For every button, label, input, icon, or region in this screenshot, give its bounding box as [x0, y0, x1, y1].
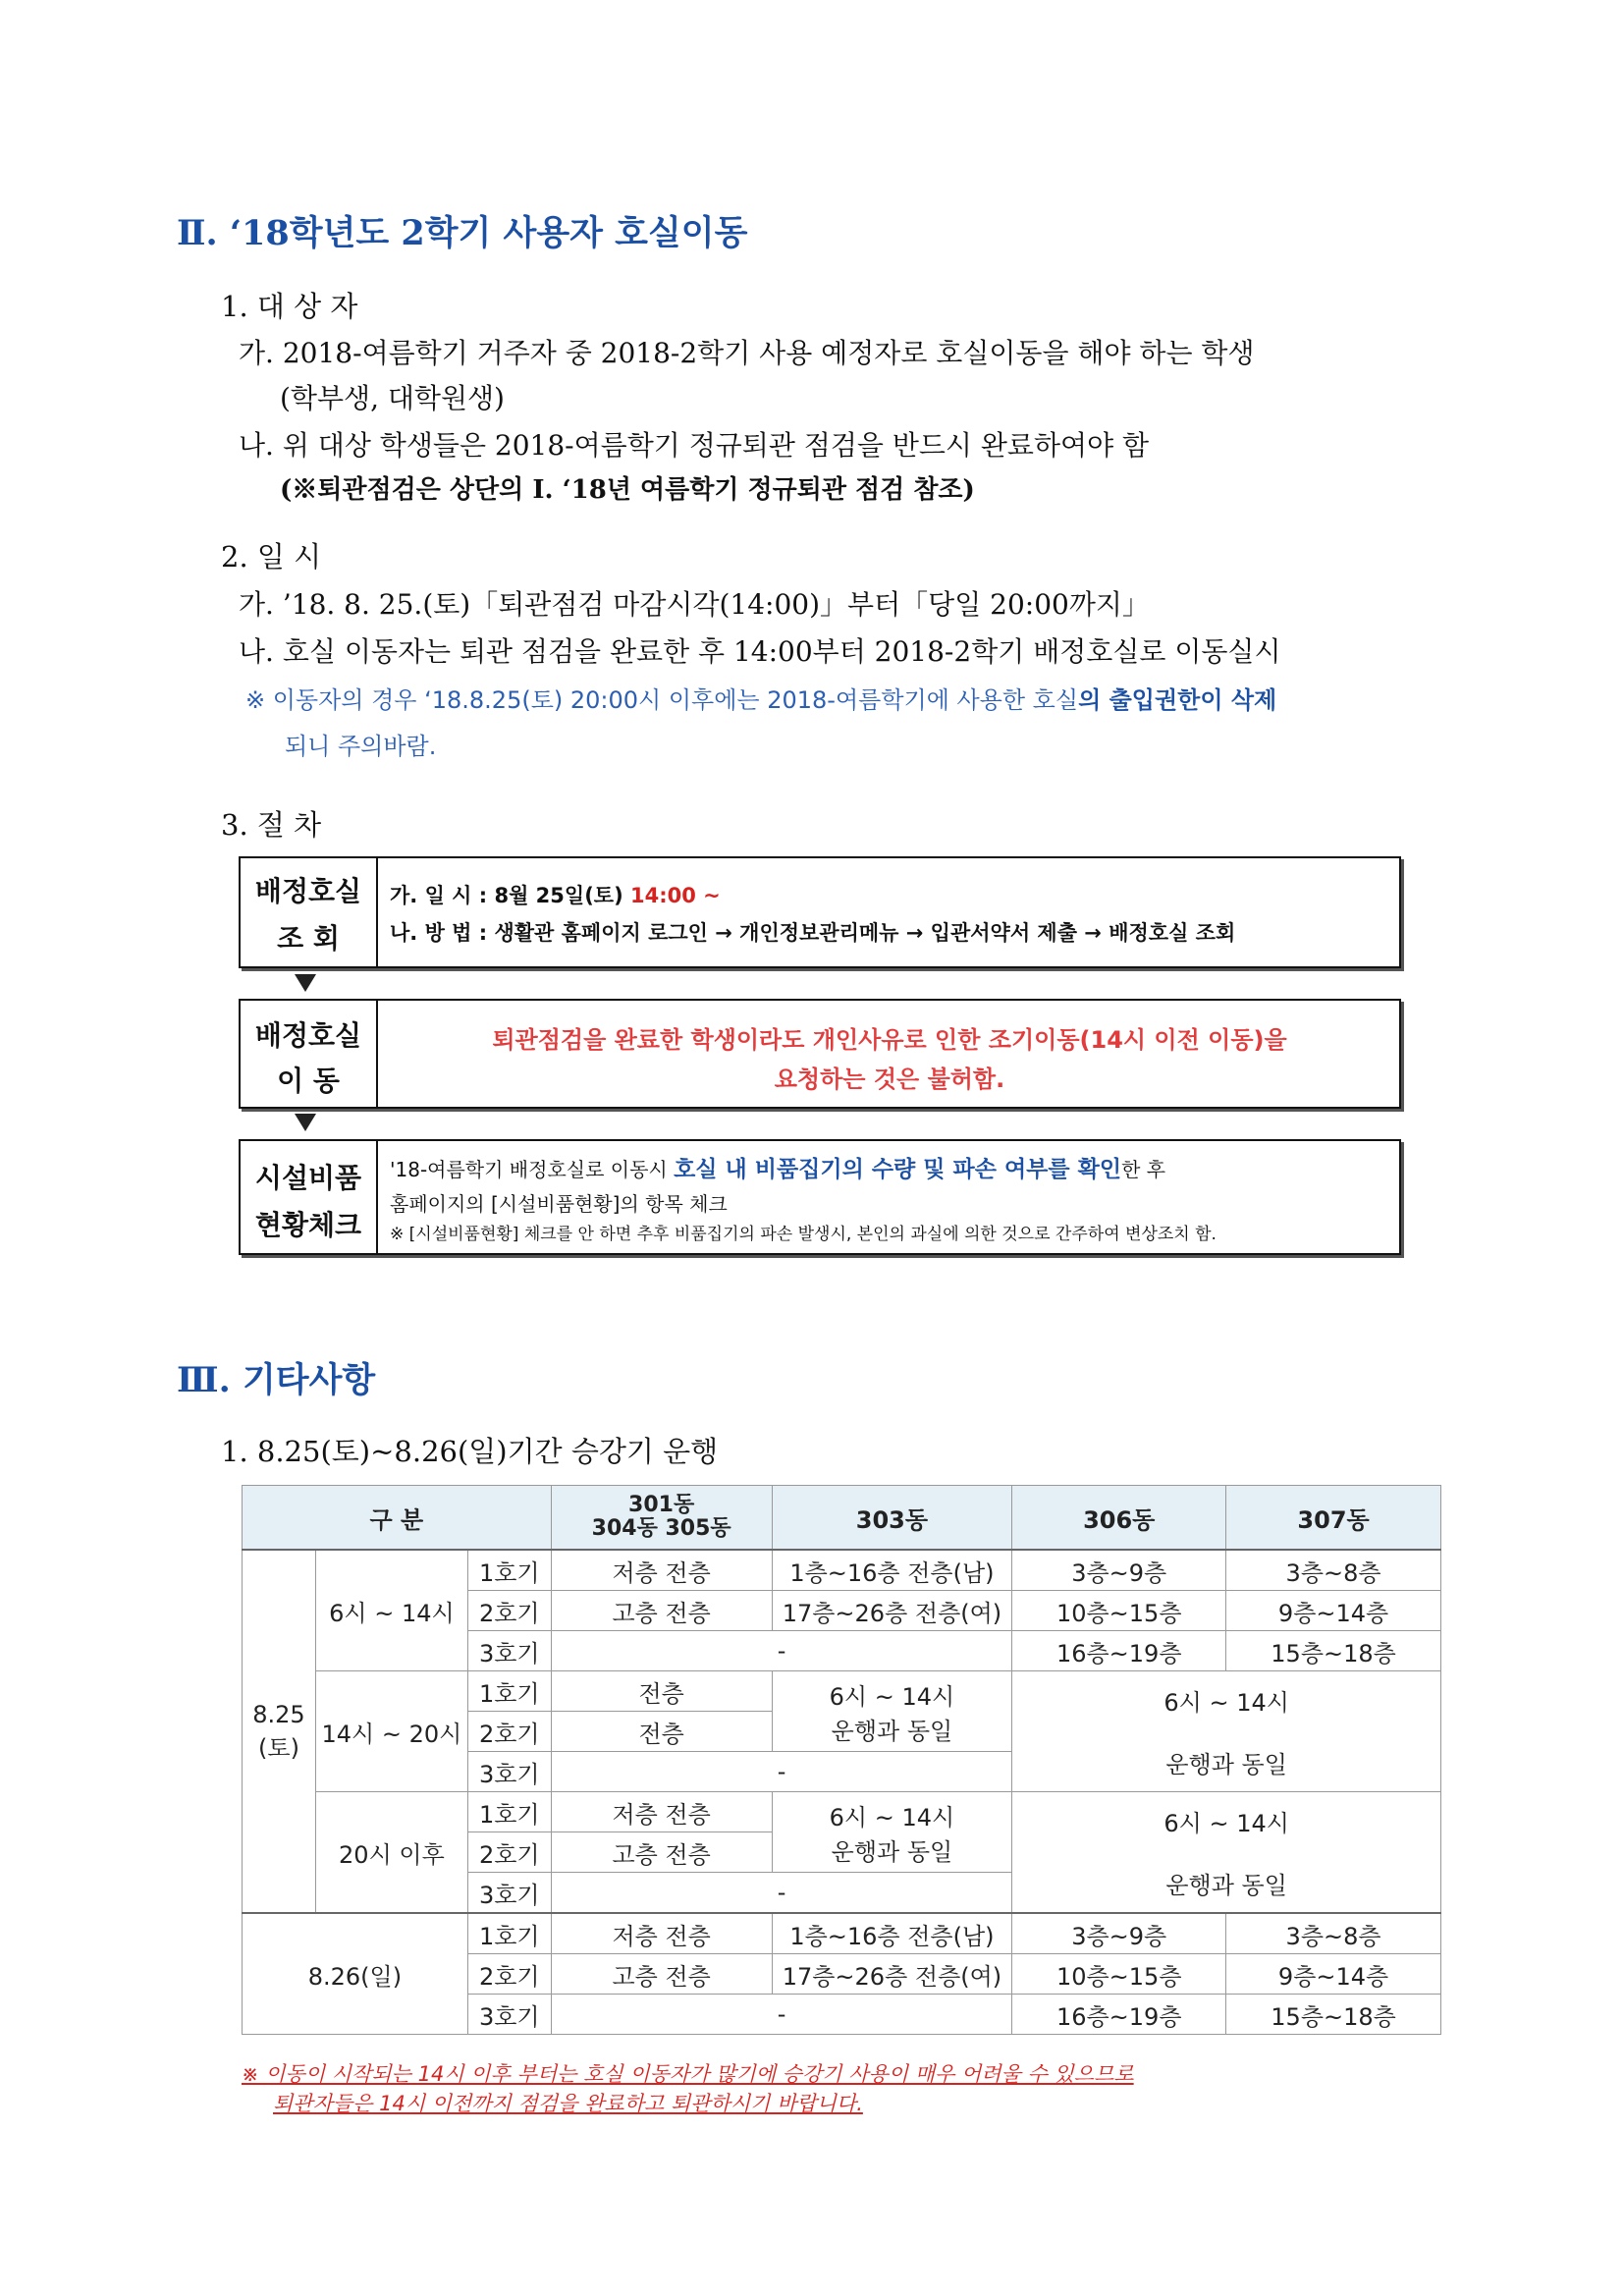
same-b: 운행과 동일: [831, 1837, 953, 1866]
check-line-1c: 한 후: [1121, 1158, 1166, 1181]
lookup-line-1: [390, 880, 721, 909]
section-3-title: Ⅲ. 기타사항: [177, 1360, 376, 1400]
cell-303: 1층~16층 전층(남): [772, 1913, 1012, 1954]
cell-301: 고층 전층: [551, 1832, 772, 1873]
schedule-note-a: ※ 이동자의 경우 ‘18.8.25(토) 20:00시 이후에는 2018-여름학기에 사용한 호실: [245, 686, 1079, 714]
same-b: 운행과 동일: [831, 1717, 953, 1745]
elevator-note-1: ※ 이동이 시작되는 14시 이후 부터는 호실 이동자가 많기에 승강기 사용이 매우 어려울 수 있으므로: [242, 2062, 1134, 2086]
elevator-2: 2호기: [467, 1712, 551, 1752]
target-line-ga: 가. 2018-여름학기 거주자 중 2018-2학기 사용 예정자로 호실이동을 해야 하는 학생: [239, 337, 1255, 369]
elevator-1: 1호기: [467, 1550, 551, 1591]
header-303: 303동: [772, 1486, 1012, 1551]
schedule-line-na: 나. 호실 이동자는 퇴관 점검을 완료한 후 14:00부터 2018-2학기 배정호실로 이동실시: [239, 635, 1281, 668]
target-line-ga-cont: (학부생, 대학원생): [280, 382, 505, 414]
elevator-3: 3호기: [467, 1631, 551, 1671]
cell-307: 15층~18층: [1226, 1631, 1441, 1671]
cell-307: 9층~14층: [1226, 1954, 1441, 1995]
schedule-note-c: 되니 주의바람.: [285, 733, 437, 760]
check-label-2: 현황체크: [254, 1209, 362, 1241]
target-line-na: 나. 위 대상 학생들은 2018-여름학기 정규퇴관 점검을 반드시 완료하여야 함: [239, 429, 1150, 462]
same-a: 6시 ~ 14시: [1163, 1810, 1289, 1837]
elevator-2: 2호기: [467, 1954, 551, 1995]
header-301: [551, 1486, 772, 1551]
lookup-line-2: 나. 방 법 : 생활관 홈페이지 로그인 → 개인정보관리메뉴 → 입관서약서 제출 → 배정호실 조회: [390, 921, 1236, 945]
cell-307: 3층~8층: [1226, 1913, 1441, 1954]
target-line-na-cont: (※퇴관점검은 상단의 Ⅰ. ‘18년 여름학기 정규퇴관 점검 참조): [280, 475, 975, 505]
same-b: 운행과 동일: [1165, 1872, 1287, 1899]
cell-303-same: [772, 1671, 1012, 1752]
cell-301: 저층 전층: [551, 1550, 772, 1591]
cell-301: 전층: [551, 1712, 772, 1752]
elevator-3: 3호기: [467, 1752, 551, 1792]
elevator-3: 3호기: [467, 1995, 551, 2035]
move-line-1: 퇴관점검을 완료한 학생이라도 개인사유로 인한 조기이동(14시 이전 이동)을: [492, 1026, 1287, 1054]
header-307: 307동: [1226, 1486, 1441, 1551]
elevator-1: 1호기: [467, 1792, 551, 1832]
header-301-line2: 304동 305동: [591, 1516, 731, 1541]
cell-dash: -: [551, 1631, 1012, 1671]
procedure-box-move-content: [390, 1001, 1389, 1107]
date-826: 8.26(일): [243, 1913, 468, 2035]
elevator-note-2: 퇴관자들은 14시 이전까지 점검을 완료하고 퇴관하시기 바랍니다.: [273, 2092, 863, 2115]
procedure-heading: 3. 절 차: [221, 808, 322, 842]
procedure-box-lookup: [239, 856, 1401, 968]
lookup-label-2: 조 회: [277, 922, 340, 955]
move-label-1: 배정호실: [254, 1019, 362, 1052]
section-2-title: Ⅱ. ‘18학년도 2학기 사용자 호실이동: [177, 213, 748, 253]
schedule-heading: 2. 일 시: [221, 540, 322, 574]
cell-dash: -: [551, 1995, 1012, 2035]
check-line-1a: '18-여름학기 배정호실로 이동시: [390, 1158, 675, 1181]
cell-301: 저층 전층: [551, 1792, 772, 1832]
elevator-1: 1호기: [467, 1671, 551, 1712]
table-row: [243, 1913, 1441, 1954]
lookup-label-1: 배정호실: [254, 875, 362, 907]
move-label-2: 이 동: [277, 1065, 340, 1097]
date-825-a: 8.25: [252, 1700, 305, 1728]
header-306: 306동: [1012, 1486, 1226, 1551]
lookup-line-1a: 가. 일 시 : 8월 25일(토): [390, 884, 630, 907]
cell-303: 17층~26층 전층(여): [772, 1591, 1012, 1631]
cell-dash: -: [551, 1873, 1012, 1914]
header-301-line1: 301동: [628, 1493, 695, 1517]
check-line-2: 홈페이지의 [시설비품현황]의 항목 체크: [390, 1192, 728, 1216]
target-heading: 1. 대 상 자: [221, 290, 358, 323]
schedule-line-ga: 가. ’18. 8. 25.(토)「퇴관점검 마감시각(14:00)」부터「당일 20:00까지」: [239, 588, 1150, 621]
time-after-20: 20시 이후: [315, 1792, 467, 1914]
cell-303-same: [772, 1792, 1012, 1873]
same-a: 6시 ~ 14시: [829, 1682, 955, 1711]
table-row: [243, 1671, 1441, 1712]
procedure-box-lookup-content: [390, 858, 1389, 966]
schedule-note: [245, 681, 1276, 715]
table-row: [243, 1550, 1441, 1591]
time-14-20: 14시 ~ 20시: [315, 1671, 467, 1792]
cell-306: 10층~15층: [1012, 1591, 1226, 1631]
check-label-1: 시설비품: [254, 1162, 362, 1194]
cell-301: 고층 전층: [551, 1591, 772, 1631]
date-825-b: (토): [258, 1733, 299, 1762]
down-arrow-icon: [295, 974, 316, 992]
cell-307: 3층~8층: [1226, 1550, 1441, 1591]
procedure-box-check-content: [390, 1141, 1389, 1253]
table-header-row: [243, 1486, 1441, 1551]
cell-301: 저층 전층: [551, 1913, 772, 1954]
elevator-table: [242, 1485, 1441, 2035]
elevator-heading: 1. 8.25(토)~8.26(일)기간 승강기 운행: [221, 1435, 719, 1468]
down-arrow-icon: [295, 1114, 316, 1131]
cell-306: 10층~15층: [1012, 1954, 1226, 1995]
procedure-box-lookup-label: [241, 858, 378, 966]
elevator-2: 2호기: [467, 1591, 551, 1631]
cell-307: 9층~14층: [1226, 1591, 1441, 1631]
cell-306: 16층~19층: [1012, 1631, 1226, 1671]
cell-301: 고층 전층: [551, 1954, 772, 1995]
check-line-3: ※ [시설비품현황] 체크를 안 하면 추후 비품집기의 파손 발생시, 본인의 과실에 의한 것으로 간주하여 변상조치 함.: [390, 1225, 1217, 1244]
cell-306: 3층~9층: [1012, 1913, 1226, 1954]
check-line-1: [390, 1151, 1165, 1183]
same-a: 6시 ~ 14시: [829, 1803, 955, 1831]
time-6-14: 6시 ~ 14시: [315, 1550, 467, 1671]
schedule-note-b: 의 출입권한이 삭제: [1078, 686, 1277, 714]
same-b: 운행과 동일: [1165, 1751, 1287, 1778]
move-line-2: 요청하는 것은 불허함.: [774, 1066, 1005, 1093]
procedure-box-move-label: [241, 1001, 378, 1107]
header-gubun: 구 분: [243, 1486, 552, 1551]
cell-303: 1층~16층 전층(남): [772, 1550, 1012, 1591]
elevator-1: 1호기: [467, 1913, 551, 1954]
procedure-box-check-label: [241, 1141, 378, 1253]
procedure-box-move: [239, 999, 1401, 1109]
table-row: [243, 1792, 1441, 1832]
cell-307: 15층~18층: [1226, 1995, 1441, 2035]
elevator-2: 2호기: [467, 1832, 551, 1873]
cell-301: 전층: [551, 1671, 772, 1712]
lookup-time: 14:00 ~: [630, 884, 721, 907]
procedure-box-check: [239, 1139, 1401, 1255]
elevator-3: 3호기: [467, 1873, 551, 1914]
cell-306-307-same: [1012, 1671, 1441, 1792]
cell-dash: -: [551, 1752, 1012, 1792]
check-line-1b: 호실 내 비품집기의 수량 및 파손 여부를 확인: [674, 1157, 1122, 1182]
date-825: [243, 1550, 316, 1913]
same-a: 6시 ~ 14시: [1163, 1689, 1289, 1717]
cell-303: 17층~26층 전층(여): [772, 1954, 1012, 1995]
cell-306: 16층~19층: [1012, 1995, 1226, 2035]
cell-306: 3층~9층: [1012, 1550, 1226, 1591]
cell-306-307-same: [1012, 1792, 1441, 1914]
